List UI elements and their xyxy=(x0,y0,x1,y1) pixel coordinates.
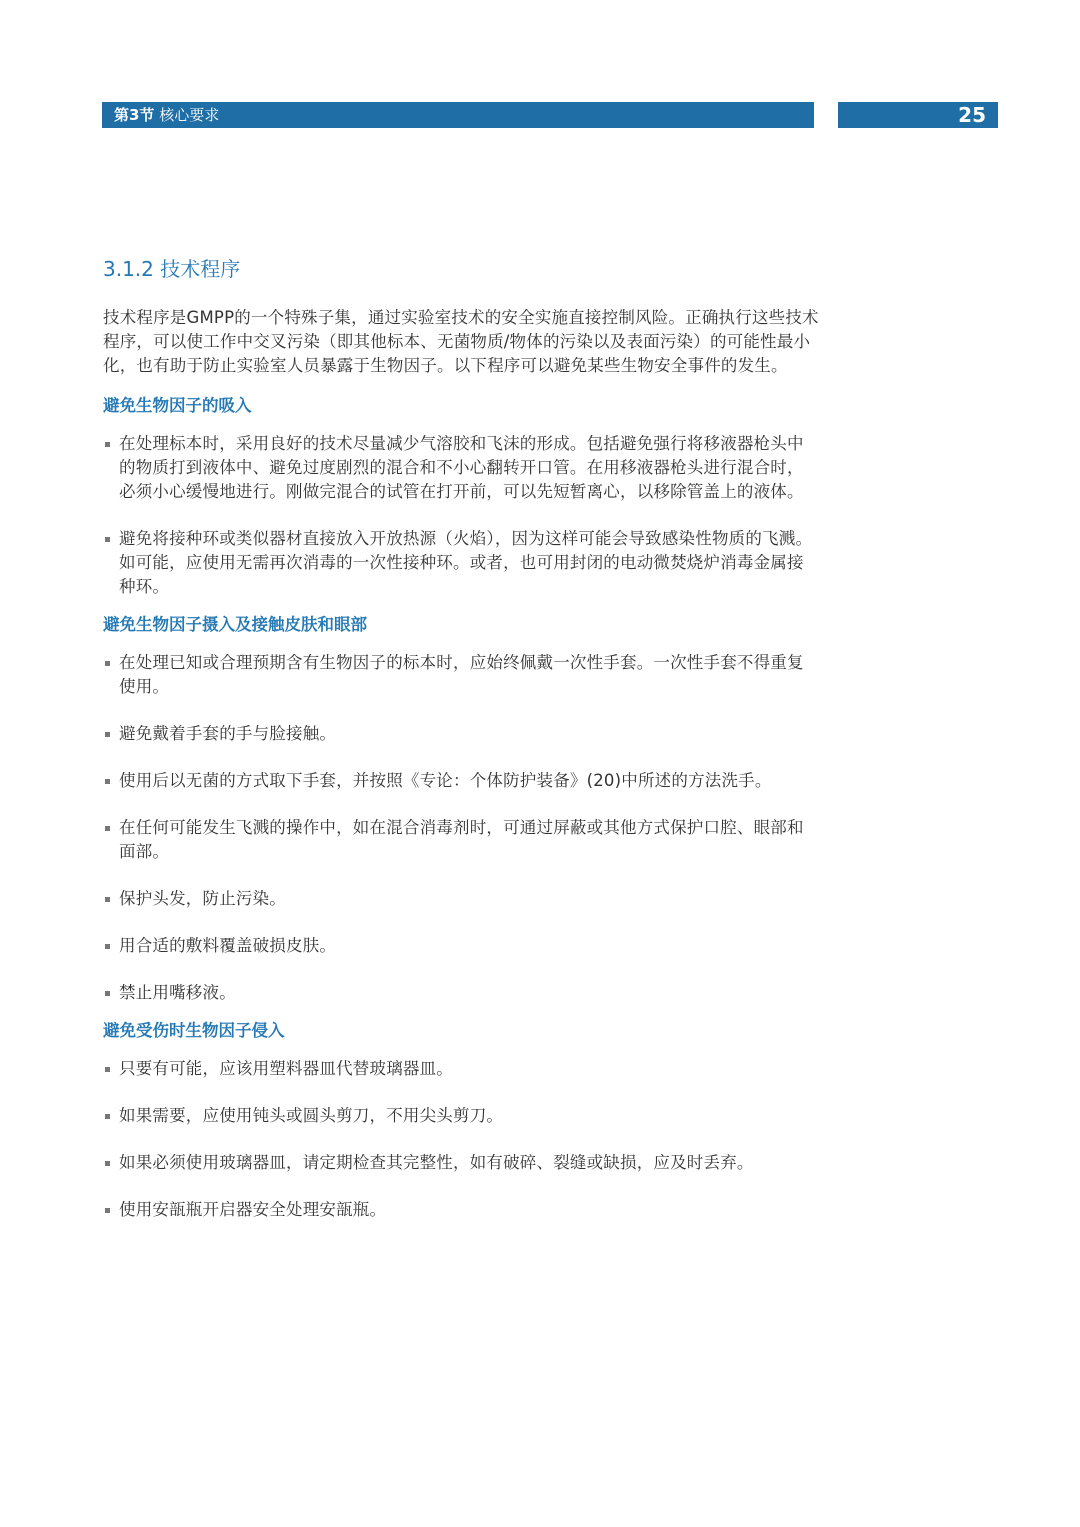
intro-paragraph: 技术程序是GMPP的一个特殊子集，通过实验室技术的安全实施直接控制风险。正确执行这些技术程序，可以使工作中交叉污染（即其他标本、无菌物质/物体的污染以及表面污染）的可能性最小化，也有助于防止实验室人员暴露于生物因子。以下程序可以避免某些生物安全事件的发生。 xyxy=(103,308,819,375)
list-item xyxy=(103,816,819,864)
bullet-icon xyxy=(105,779,110,784)
bullet-icon xyxy=(105,1161,110,1166)
list-item-text: 用合适的敷料覆盖破损皮肤。 xyxy=(119,936,337,955)
list-item-text: 在处理已知或合理预期含有生物因子的标本时，应始终佩戴一次性手套。一次性手套不得重复使用。 xyxy=(119,653,804,696)
list-item xyxy=(103,1151,819,1175)
group-inhalation xyxy=(103,394,819,599)
page-number-box xyxy=(838,102,998,128)
page-number: 25 xyxy=(958,103,986,127)
list-item-text: 在任何可能发生飞溅的操作中，如在混合消毒剂时，可通过屏蔽或其他方式保护口腔、眼部和面部。 xyxy=(119,818,804,861)
list-item-text: 使用安瓿瓶开启器安全处理安瓿瓶。 xyxy=(119,1200,387,1219)
section-header-label xyxy=(114,105,219,125)
bullet-icon xyxy=(105,1208,110,1213)
section-header-title: 核心要求 xyxy=(159,106,220,124)
subheading: 避免受伤时生物因子侵入 xyxy=(103,1021,285,1040)
bullet-icon xyxy=(105,1067,110,1072)
list-item xyxy=(103,887,819,911)
section-number: 第3节 xyxy=(114,106,155,124)
list-item xyxy=(103,1057,819,1081)
list-item-text: 保护头发，防止污染。 xyxy=(119,889,286,908)
list-item xyxy=(103,1104,819,1128)
list-item xyxy=(103,934,819,958)
group-ingestion-contact xyxy=(103,613,819,1005)
bullet-icon xyxy=(105,944,110,949)
bullet-icon xyxy=(105,1114,110,1119)
list-item-text: 使用后以无菌的方式取下手套，并按照《专论：个体防护装备》(20)中所述的方法洗手。 xyxy=(119,771,772,790)
bullet-icon xyxy=(105,897,110,902)
list-item-text: 避免将接种环或类似器材直接放入开放热源（火焰），因为这样可能会导致感染性物质的飞溅。如可能，应使用无需再次消毒的一次性接种环。或者，也可用封闭的电动微焚烧炉消毒金属接种环。 xyxy=(119,529,813,596)
list-item xyxy=(103,722,819,746)
list-item xyxy=(103,1198,819,1222)
list-item-text: 避免戴着手套的手与脸接触。 xyxy=(119,724,337,743)
bullet-icon xyxy=(105,826,110,831)
section-title: 3.1.2 技术程序 xyxy=(103,257,241,281)
list-item-text: 只要有可能，应该用塑料器皿代替玻璃器皿。 xyxy=(119,1059,453,1078)
subheading: 避免生物因子摄入及接触皮肤和眼部 xyxy=(103,615,367,634)
bullet-icon xyxy=(105,442,110,447)
page-content xyxy=(103,254,819,1245)
list-item-text: 在处理标本时，采用良好的技术尽量减少气溶胶和飞沫的形成。包括避免强行将移液器枪头中的物质打到液体中、避免过度剧烈的混合和不小心翻转开口管。在用移液器枪头进行混合时，必须小心缓慢地进行。刚做完混合的试管在打开前，可以先短暂离心，以移除管盖上的液体。 xyxy=(119,434,804,501)
section-header-bar xyxy=(102,102,814,128)
bullet-list xyxy=(103,1057,819,1222)
list-item xyxy=(103,432,819,504)
list-item-text: 如果必须使用玻璃器皿，请定期检查其完整性，如有破碎、裂缝或缺损，应及时丢弃。 xyxy=(119,1153,754,1172)
subheading: 避免生物因子的吸入 xyxy=(103,396,252,415)
bullet-icon xyxy=(105,661,110,666)
list-item xyxy=(103,769,819,793)
bullet-icon xyxy=(105,991,110,996)
list-item xyxy=(103,527,819,599)
bullet-list xyxy=(103,651,819,1005)
bullet-list xyxy=(103,432,819,599)
list-item xyxy=(103,651,819,699)
list-item xyxy=(103,981,819,1005)
bullet-icon xyxy=(105,537,110,542)
list-item-text: 如果需要，应使用钝头或圆头剪刀，不用尖头剪刀。 xyxy=(119,1106,504,1125)
list-item-text: 禁止用嘴移液。 xyxy=(119,983,236,1002)
bullet-icon xyxy=(105,732,110,737)
group-injury xyxy=(103,1019,819,1222)
